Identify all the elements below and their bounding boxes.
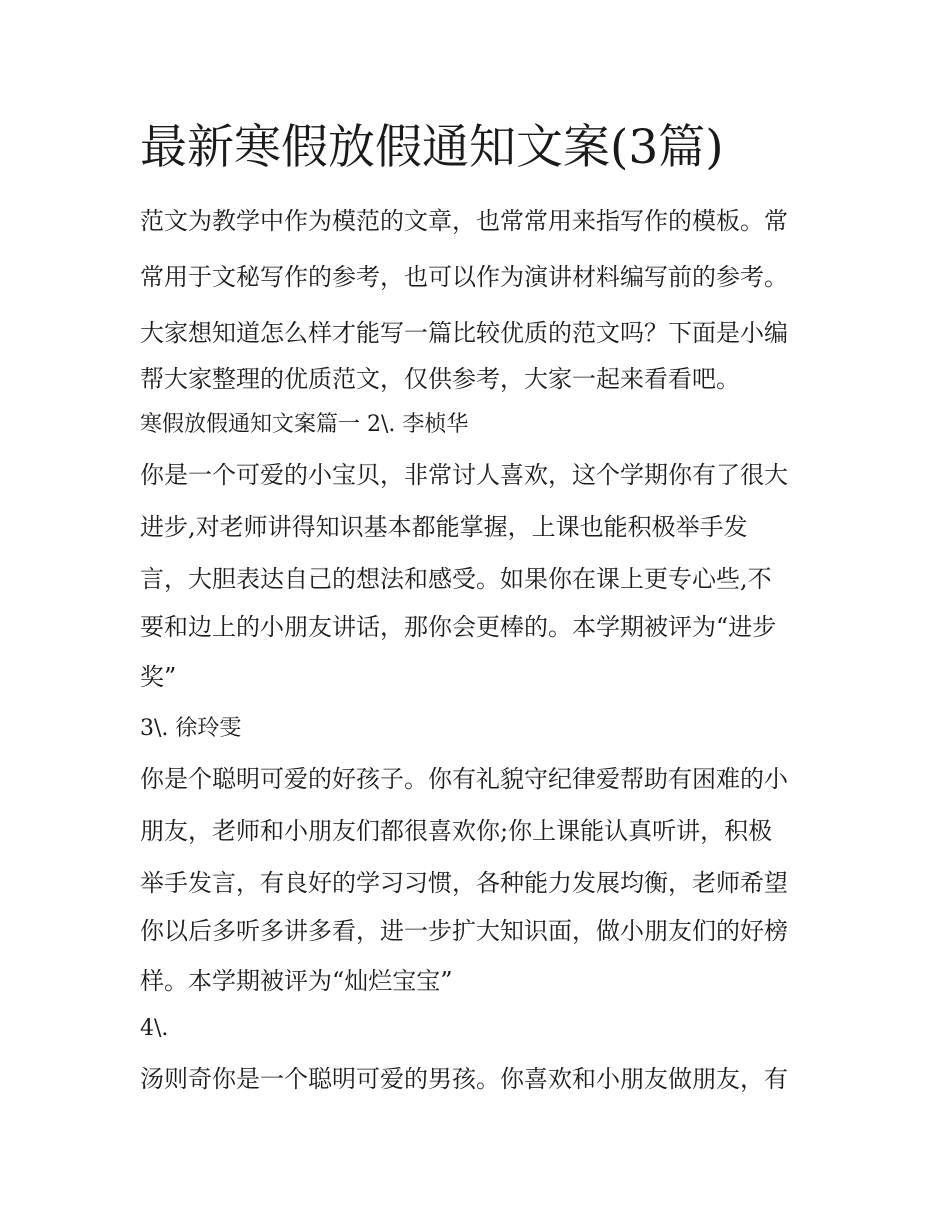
entry-heading: 3\. 徐玲雯 [140,716,242,741]
body-line: 范文为教学中作为模范的文章，也常常用来指写作的模板。常 [140,207,788,235]
body-line: 你是个聪明可爱的好孩子。你有礼貌守纪律爱帮助有困难的小 [140,765,788,793]
body-line: 言，大胆表达自己的想法和感受。如果你在课上更专心些,不 [140,565,772,593]
entry-heading: 4\. [140,1016,169,1041]
body-line: 样。本学期被评为“灿烂宝宝” [140,967,453,995]
body-line: 帮大家整理的优质范文，仅供参考，大家一起来看看吧。 [140,365,740,393]
body-line: 汤则奇你是一个聪明可爱的男孩。你喜欢和小朋友做朋友，有 [140,1065,788,1093]
body-line: 要和边上的小朋友讲话，那你会更棒的。本学期被评为“进步 [140,613,777,641]
body-line: 奖” [140,663,177,691]
body-line: 举手发言，有良好的学习习惯，各种能力发展均衡，老师希望 [140,869,788,897]
body-line: 进步,对老师讲得知识基本都能掌握，上课也能积极举手发 [140,513,748,541]
body-line: 你以后多听多讲多看，进一步扩大知识面，做小朋友们的好榜 [140,917,788,945]
section-heading: 寒假放假通知文案篇一 2\. 李桢华 [140,412,469,437]
document-title: 最新寒假放假通知文案(3篇) [140,120,724,175]
body-line: 常用于文秘写作的参考，也可以作为演讲材料编写前的参考。 [140,263,788,291]
body-line: 你是一个可爱的小宝贝，非常讨人喜欢，这个学期你有了很大 [140,461,788,489]
body-line: 大家想知道怎么样才能写一篇比较优质的范文吗？下面是小编 [140,319,788,347]
body-line: 朋友，老师和小朋友们都很喜欢你;你上课能认真听讲，积极 [140,817,773,845]
